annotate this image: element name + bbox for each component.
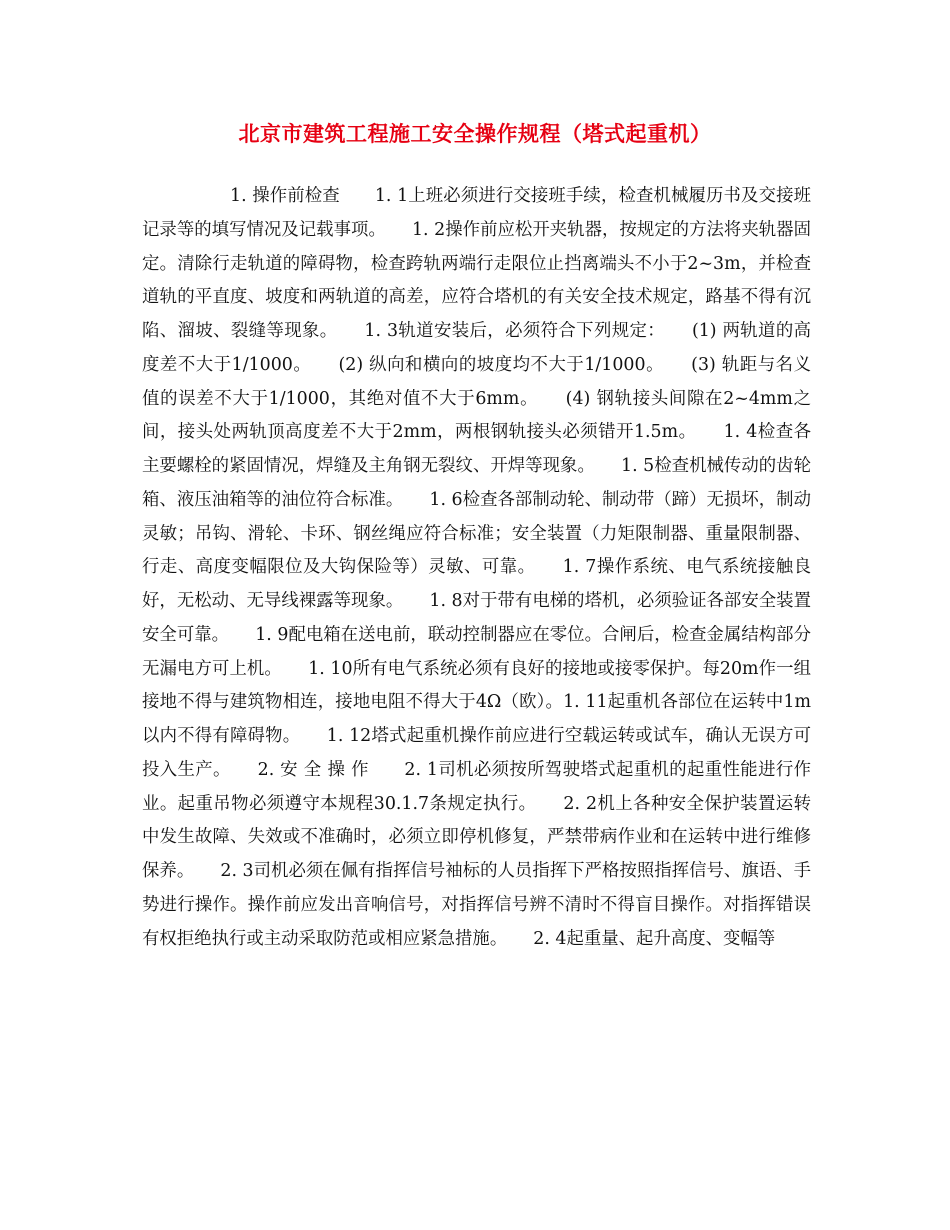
document-body: 1. 操作前检查 1. 1上班必须进行交接班手续，检查机械履历书及交接班记录等的填写情况及记载事项。 1. 2操作前应松开夹轨器，按规定的方法将夹轨器固定。清除行走轨道的障碍物，检查跨轨两端行走限位止挡离端头不小于2~3m，并检查道轨的平直度、坡度和两轨道的高差，应符合塔机的有关安全技术规定，路基不得有沉陷、溜坡、裂缝等现象。 1. 3轨道安装后，必须符合下列规定： (1) 两轨道的高度差不大于1/1000。 (2) 纵向和横向的坡度均不大于1/1000。 (3) 轨距与名义值的误差不大于1/1000，其绝对值不大于6mm。 (4) 钢轨接头间隙在2~4mm之间，接头处两轨顶高度差不大于2mm，两根钢轨接头必须错开1.5m。 1. 4检查各主要螺栓的紧固情况，焊缝及主角钢无裂纹、开焊等现象。 1. 5检查机械传动的齿轮箱、液压油箱等的油位符合标准。 1. 6检查各部制动轮、制动带（蹄）无损坏，制动灵敏；吊钩、滑轮、卡环、钢丝绳应符合标准；安全装置（力矩限制器、重量限制器、行走、高度变幅限位及大钩保险等）灵敏、可靠。 1. 7操作系统、电气系统接触良好，无松动、无导线裸露等现象。 1. 8对于带有电梯的塔机，必须验证各部安全装置安全可靠。 1. 9配电箱在送电前，联动控制器应在零位。合闸后，检查金属结构部分无漏电方可上机。 1. 10所有电气系统必须有良好的接地或接零保护。每20m作一组接地不得与建筑物相连，接地电阻不得大于4Ω（欧）。1. 11起重机各部位在运转中1m以内不得有障碍物。 1. 12塔式起重机操作前应进行空载运转或试车，确认无误方可投入生产。 2. 安 全 操 作 2. 1司机必须按所驾驶塔式起重机的起重性能进行作业。起重吊物必须遵守本规程30.1.7条规定执行。 2. 2机上各种安全保护装置运转中发生故障、失效或不准确时，必须立即停机修复，严禁带病作业和在运转中进行维修保养。 2. 3司机必须在佩有指挥信号袖标的人员指挥下严格按照指挥信号、旗语、手势进行操作。操作前应发出音响信号，对指挥信号辨不清时不得盲目操作。对指挥错误有权拒绝执行或主动采取防范或相应紧急措施。 2. 4起重量、起升高度、变幅等 [142, 186, 811, 949]
document-title: 北京市建筑工程施工安全操作规程（塔式起重机） [238, 122, 712, 146]
